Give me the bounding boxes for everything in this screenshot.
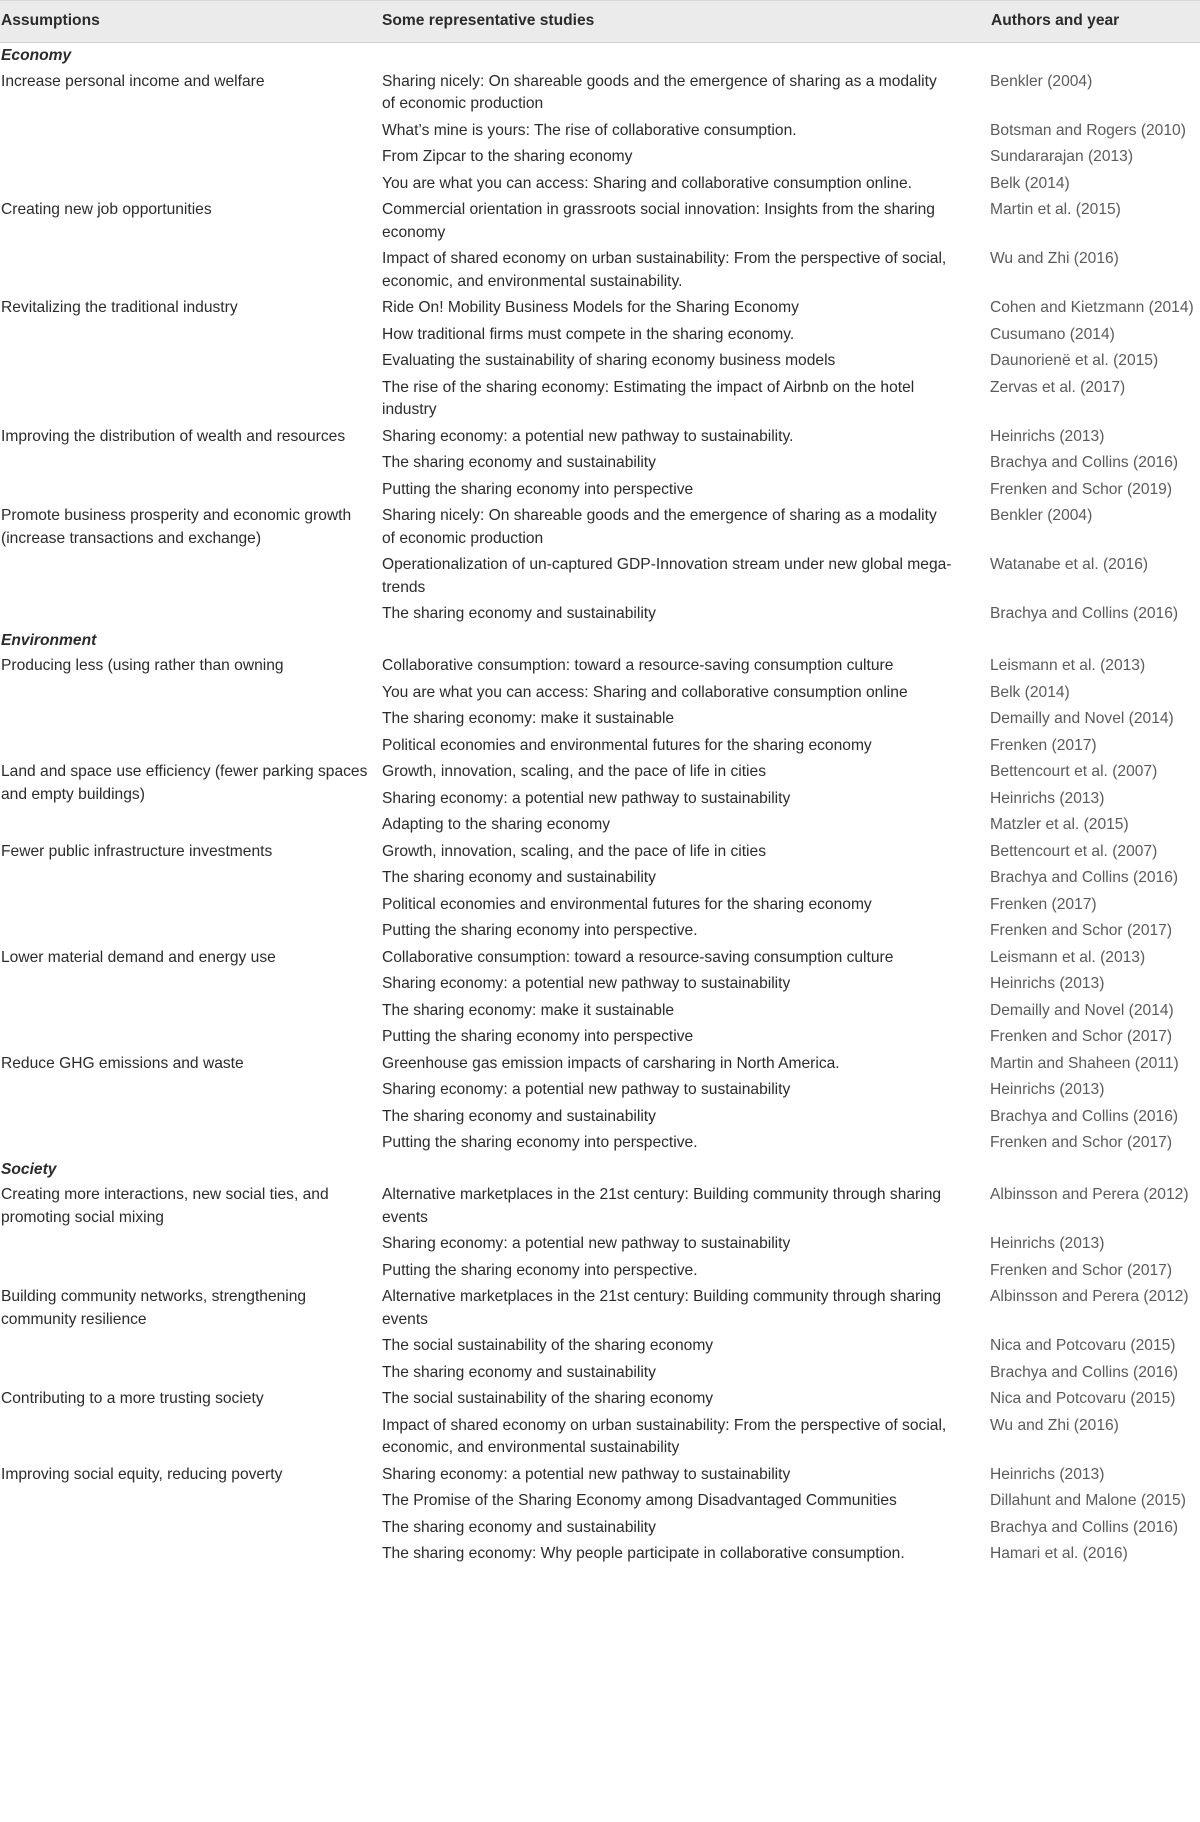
authors-year-cell: Demailly and Novel (2014): [990, 710, 1174, 727]
authors-year-cell: Frenken and Schor (2017): [990, 922, 1173, 939]
authors-year-cell: Frenken and Schor (2017): [990, 1028, 1173, 1045]
study-title-cell: Collaborative consumption: toward a resource-saving consumption culture: [382, 657, 894, 674]
authors-year-cell: Frenken (2017): [990, 736, 1097, 754]
table-body: [0, 43, 1200, 1568]
assumption-cell: Land and space use efficiency (fewer parking spaces and empty buildings): [1, 763, 368, 803]
category-label: Society: [1, 1160, 57, 1178]
authors-year-cell: Frenken and Schor (2019): [990, 480, 1173, 498]
assumption-cell: Increase personal income and welfare: [1, 72, 265, 90]
study-title-cell: You are what you can access: Sharing and collaborative consumption online: [382, 683, 908, 701]
authors-year-cell: Brachya and Collins (2016): [990, 454, 1179, 471]
assumption-cell: Creating more interactions, new social ties, and promoting social mixing: [1, 1186, 329, 1226]
study-title-cell: The sharing economy: Why people participate in collaborative consumption.: [382, 1545, 905, 1562]
study-title-cell: From Zipcar to the sharing economy: [382, 148, 633, 165]
category-label: Economy: [1, 47, 72, 64]
authors-year-cell: Benkler (2004): [990, 72, 1093, 90]
authors-year-cell: Zervas et al. (2017): [990, 378, 1126, 396]
study-title-cell: The social sustainability of the sharing economy: [382, 1337, 714, 1354]
authors-year-cell: Bettencourt et al. (2007): [990, 763, 1158, 780]
assumption-cell: Creating new job opportunities: [1, 201, 212, 218]
study-title-cell: Greenhouse gas emission impacts of carsharing in North America.: [382, 1054, 840, 1072]
assumption-cell: Fewer public infrastructure investments: [1, 842, 273, 860]
table-row: [0, 759, 1200, 786]
study-title-cell: Sharing economy: a potential new pathway to sustainability: [382, 975, 791, 992]
authors-year-cell: Watanabe et al. (2016): [990, 556, 1149, 573]
table-row: [0, 197, 1200, 246]
authors-year-cell: Frenken and Schor (2017): [990, 1134, 1173, 1151]
authors-year-cell: Brachya and Collins (2016): [990, 605, 1179, 622]
category-row: [0, 1157, 1200, 1183]
authors-year-cell: Heinrichs (2013): [990, 1465, 1105, 1483]
authors-year-cell: Daunorienë et al. (2015): [990, 352, 1159, 369]
authors-year-cell: Demailly and Novel (2014): [990, 1001, 1174, 1019]
category-row: [0, 43, 1200, 69]
study-title-cell: Operationalization of un-captured GDP-Innovation stream under new global mega-trends: [382, 556, 952, 596]
table-row: [0, 653, 1200, 680]
study-title-cell: Growth, innovation, scaling, and the pace of life in cities: [382, 842, 766, 860]
study-title-cell: Adapting to the sharing economy: [382, 816, 610, 833]
study-title-cell: How traditional firms must compete in the sharing economy.: [382, 325, 795, 343]
study-title-cell: The sharing economy and sustainability: [382, 454, 656, 471]
authors-year-cell: Dillahunt and Malone (2015): [990, 1492, 1186, 1509]
assumption-cell: Lower material demand and energy use: [1, 948, 276, 966]
header-authors: Authors and year: [990, 1, 1200, 43]
study-title-cell: Sharing economy: a potential new pathway to sustainability: [382, 1465, 791, 1483]
authors-year-cell: Matzler et al. (2015): [990, 816, 1129, 833]
study-title-cell: Sharing economy: a potential new pathway to sustainability: [382, 789, 791, 807]
study-title-cell: Political economies and environmental futures for the sharing economy: [382, 895, 872, 913]
study-title-cell: Political economies and environmental futures for the sharing economy: [382, 736, 872, 754]
study-title-cell: Commercial orientation in grassroots social innovation: Insights from the sharing economy: [382, 201, 935, 241]
study-title-cell: What’s mine is yours: The rise of collaborative consumption.: [382, 121, 797, 139]
table-row: [0, 69, 1200, 118]
authors-year-cell: Leismann et al. (2013): [990, 948, 1146, 966]
study-title-cell: Putting the sharing economy into perspective.: [382, 1261, 698, 1279]
authors-year-cell: Albinsson and Perera (2012): [990, 1288, 1189, 1305]
authors-year-cell: Botsman and Rogers (2010): [990, 121, 1186, 139]
study-title-cell: The sharing economy and sustainability: [382, 1107, 656, 1125]
authors-year-cell: Belk (2014): [990, 174, 1070, 192]
table-row: [0, 839, 1200, 866]
study-title-cell: Sharing economy: a potential new pathway to sustainability: [382, 1081, 791, 1098]
authors-year-cell: Heinrichs (2013): [990, 427, 1105, 445]
authors-year-cell: Cohen and Kietzmann (2014): [990, 299, 1194, 316]
study-title-cell: Putting the sharing economy into perspective: [382, 1028, 694, 1045]
authors-year-cell: Brachya and Collins (2016): [990, 1107, 1179, 1125]
assumption-cell: Building community networks, strengthening community resilience: [1, 1288, 307, 1328]
study-title-cell: Sharing nicely: On shareable goods and the emergence of sharing as a modality of economic production: [382, 507, 937, 547]
study-title-cell: Putting the sharing economy into perspective.: [382, 1134, 698, 1151]
header-studies: Some representative studies: [382, 1, 990, 43]
authors-year-cell: Albinsson and Perera (2012): [990, 1186, 1189, 1203]
authors-year-cell: Brachya and Collins (2016): [990, 869, 1179, 886]
authors-year-cell: Brachya and Collins (2016): [990, 1518, 1179, 1536]
table-row: [0, 1386, 1200, 1413]
table-row: [0, 1051, 1200, 1078]
study-title-cell: The social sustainability of the sharing economy: [382, 1390, 714, 1407]
authors-year-cell: Heinrichs (2013): [990, 789, 1105, 807]
assumption-cell: Reduce GHG emissions and waste: [1, 1054, 244, 1072]
header-row: [0, 1, 1200, 43]
study-title-cell: The Promise of the Sharing Economy among Disadvantaged Communities: [382, 1492, 897, 1509]
assumption-cell: Promote business prosperity and economic growth (increase transactions and exchange): [1, 507, 352, 547]
study-title-cell: The sharing economy and sustainability: [382, 869, 656, 886]
study-title-cell: Impact of shared economy on urban sustainability: From the perspective of social, economic, and environmental sustainability.: [382, 250, 947, 290]
authors-year-cell: Nica and Potcovaru (2015): [990, 1390, 1176, 1407]
category-row: [0, 628, 1200, 654]
study-title-cell: Putting the sharing economy into perspective: [382, 480, 694, 498]
study-title-cell: Collaborative consumption: toward a resource-saving consumption culture: [382, 948, 894, 966]
assumption-cell: Contributing to a more trusting society: [1, 1390, 264, 1407]
category-label: Environment: [1, 631, 97, 649]
study-title-cell: Putting the sharing economy into perspective.: [382, 922, 698, 939]
study-title-cell: Alternative marketplaces in the 21st century: Building community through sharing events: [382, 1186, 942, 1226]
study-title-cell: You are what you can access: Sharing and collaborative consumption online.: [382, 174, 912, 192]
authors-year-cell: Wu and Zhi (2016): [990, 250, 1119, 267]
assumption-cell: Improving social equity, reducing poverty: [1, 1465, 283, 1483]
assumption-cell: Revitalizing the traditional industry: [1, 299, 238, 316]
authors-year-cell: Frenken (2017): [990, 895, 1097, 913]
study-title-cell: The sharing economy and sustainability: [382, 605, 656, 622]
study-title-cell: Ride On! Mobility Business Models for the Sharing Economy: [382, 299, 799, 316]
authors-year-cell: Hamari et al. (2016): [990, 1545, 1128, 1562]
study-title-cell: Evaluating the sustainability of sharing economy business models: [382, 352, 836, 369]
study-title-cell: The sharing economy: make it sustainable: [382, 1001, 675, 1019]
table-row: [0, 945, 1200, 972]
authors-year-cell: Brachya and Collins (2016): [990, 1363, 1179, 1381]
table-row: [0, 1182, 1200, 1231]
authors-year-cell: Heinrichs (2013): [990, 1235, 1105, 1252]
table-row: [0, 1462, 1200, 1489]
study-title-cell: The sharing economy: make it sustainable: [382, 710, 675, 727]
table-row: [0, 424, 1200, 451]
study-title-cell: Sharing economy: a potential new pathway to sustainability.: [382, 427, 794, 445]
header-assumptions: Assumptions: [0, 1, 382, 43]
study-title-cell: Sharing nicely: On shareable goods and the emergence of sharing as a modality of economic production: [382, 72, 937, 112]
study-title-cell: The sharing economy and sustainability: [382, 1363, 656, 1381]
study-title-cell: The sharing economy and sustainability: [382, 1518, 656, 1536]
study-title-cell: The rise of the sharing economy: Estimating the impact of Airbnb on the hotel industry: [382, 378, 915, 418]
assumption-cell: Producing less (using rather than owning: [1, 657, 284, 674]
authors-year-cell: Leismann et al. (2013): [990, 657, 1146, 674]
study-title-cell: Impact of shared economy on urban sustainability: From the perspective of social, economic, and environmental sustainability: [382, 1416, 947, 1456]
study-title-cell: Growth, innovation, scaling, and the pace of life in cities: [382, 763, 766, 780]
authors-year-cell: Heinrichs (2013): [990, 975, 1105, 992]
authors-year-cell: Wu and Zhi (2016): [990, 1416, 1119, 1434]
table-row: [0, 503, 1200, 552]
authors-year-cell: Belk (2014): [990, 683, 1070, 701]
table-row: [0, 1284, 1200, 1333]
authors-year-cell: Benkler (2004): [990, 507, 1093, 524]
table-header: [0, 1, 1200, 43]
authors-year-cell: Bettencourt et al. (2007): [990, 842, 1158, 860]
authors-year-cell: Martin et al. (2015): [990, 201, 1121, 218]
authors-year-cell: Martin and Shaheen (2011): [990, 1054, 1179, 1072]
study-title-cell: Alternative marketplaces in the 21st century: Building community through sharing events: [382, 1288, 942, 1328]
assumption-cell: Improving the distribution of wealth and resources: [1, 427, 346, 445]
study-title-cell: Sharing economy: a potential new pathway to sustainability: [382, 1235, 791, 1252]
authors-year-cell: Sundararajan (2013): [990, 148, 1134, 165]
authors-year-cell: Nica and Potcovaru (2015): [990, 1337, 1176, 1354]
authors-year-cell: Heinrichs (2013): [990, 1081, 1105, 1098]
authors-year-cell: Cusumano (2014): [990, 325, 1115, 343]
table-row: [0, 295, 1200, 322]
authors-year-cell: Frenken and Schor (2017): [990, 1261, 1173, 1279]
